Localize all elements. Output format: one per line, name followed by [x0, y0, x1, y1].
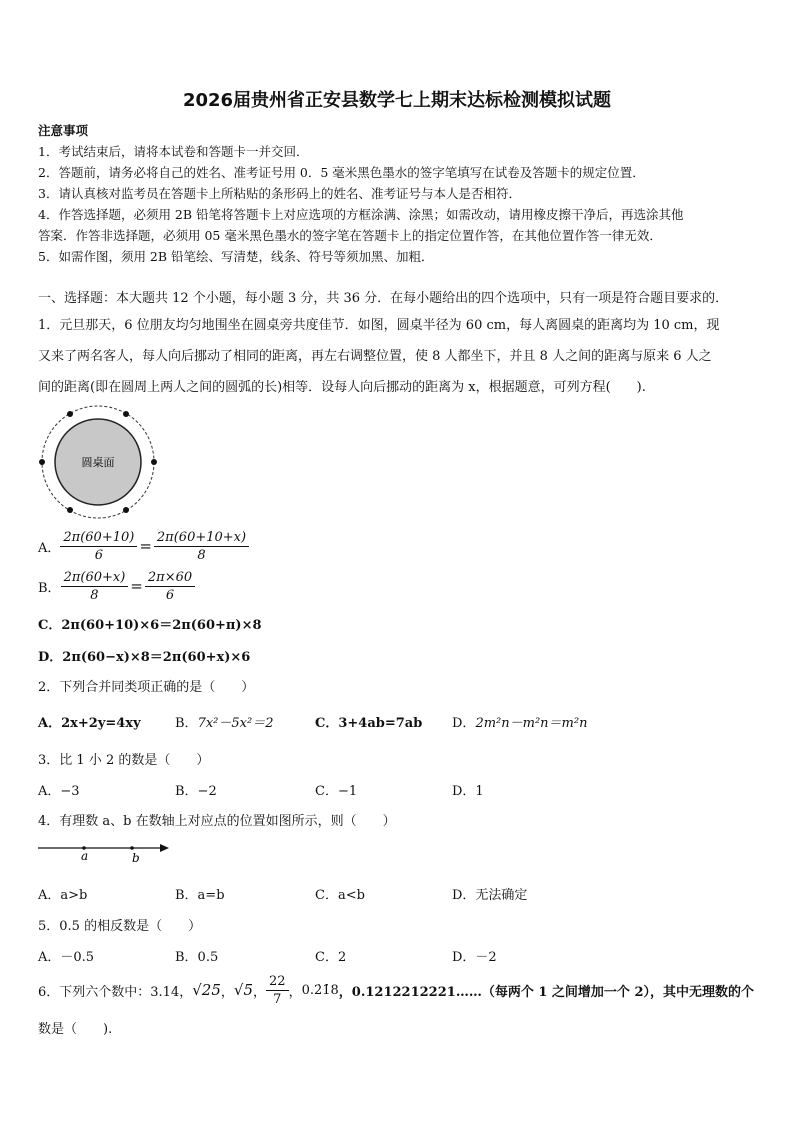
- notice-item: 3．请认真核对监考员在答题卡上所粘贴的条形码上的姓名、准考证号与本人是否相符．: [38, 186, 521, 201]
- option-formula: 7x²－5x²＝2: [197, 716, 274, 731]
- option-label: B．: [175, 716, 198, 731]
- numerator: 22: [266, 973, 289, 991]
- notice-item: 2．答题前，请务必将自己的姓名、准考证号用 0．5 毫米黑色墨水的签字笔填写在试卷及答题卡的规定位置．: [38, 165, 645, 180]
- sqrt-5: √5: [233, 981, 253, 999]
- option-a: A．−3: [38, 784, 80, 799]
- separator: ，: [220, 984, 234, 1000]
- option-c: C．3+4ab=7ab: [315, 716, 423, 731]
- question-6-prefix: 6．下列六个数中：3.14，: [38, 984, 193, 1000]
- label-b: b: [132, 851, 140, 864]
- denominator: 7: [273, 991, 282, 1007]
- option-b: B．a=b: [175, 888, 225, 903]
- table-label: 圆桌面: [81, 456, 115, 469]
- question-3-stem: 3．比 1 小 2 的数是（ ）: [38, 753, 210, 768]
- option-a: [38, 526, 249, 566]
- option-d: D．2π(60−x)×8＝2π(60+x)×6: [38, 650, 251, 665]
- option-d: D．1: [452, 784, 484, 799]
- option-d: D．－2: [452, 950, 497, 965]
- option-c: C．−1: [315, 784, 358, 799]
- option-c: C．a<b: [315, 888, 365, 903]
- numerator: 2π(60+10+x): [154, 529, 249, 547]
- option-label: A．: [38, 540, 61, 556]
- denominator: 6: [165, 587, 175, 603]
- option-c: C．2: [315, 950, 347, 965]
- option-d: [452, 712, 587, 731]
- page-title: 2026届贵州省正安县数学七上期末达标检测模拟试题: [182, 90, 612, 111]
- option-label: B．: [38, 580, 61, 596]
- option-d: D．无法确定: [452, 888, 528, 903]
- seat-dot: [151, 459, 157, 465]
- denominator: 6: [94, 547, 103, 563]
- question-6-suffix: ，0.1212212221……（每两个 1 之间增加一个 2），其中无理数的个: [338, 984, 754, 1000]
- fraction: [145, 569, 195, 604]
- question-1-line: 1．元旦那天，6 位朋友均匀地围坐在圆桌旁共度佳节．如图，圆桌半径为 60 cm，每人离圆桌的距离均为 10 cm，现: [38, 318, 720, 333]
- seat-dot: [123, 507, 129, 513]
- option-a: A．a>b: [38, 888, 88, 903]
- question-6-line2: 数是（ ).: [38, 1022, 113, 1037]
- number-line-figure: [36, 838, 172, 864]
- fraction: [61, 569, 129, 604]
- section-heading: 一、选择题：本大题共 12 个小题，每小题 3 分，共 36 分．在每小题给出的四个选项中，只有一项是符合题目要求的．: [38, 291, 729, 306]
- question-2-stem: 2．下列合并同类项正确的是（ ）: [38, 680, 255, 695]
- fraction-22-7: [266, 973, 289, 1008]
- denominator: 8: [197, 547, 206, 563]
- notice-item: 4．作答选择题，必须用 2B 铅笔将答题卡上对应选项的方框涂满、涂黑；如需改动，请用橡皮擦干净后，再选涂其他: [38, 207, 684, 222]
- seat-dot: [67, 411, 73, 417]
- option-b: [175, 712, 273, 731]
- sqrt-25: √25: [192, 981, 221, 999]
- separator: ，: [288, 984, 302, 1000]
- notice-item: 答案．作答非选择题，必须用 05 毫米黑色墨水的签字笔在答题卡上的指定位置作答，在其他位置作答一律无效．: [38, 228, 662, 243]
- option-label: D．: [452, 716, 476, 731]
- point-b: [130, 846, 134, 850]
- question-1-line: 间的距离(即在圆周上两人之间的圆弧的长)相等．设每人向后挪动的距离为 x，根据题意，可列方程( ).: [38, 380, 646, 395]
- repeating-decimal: 0.2̇1̇8: [301, 982, 339, 998]
- equals-sign: =: [130, 577, 143, 595]
- fraction: [154, 529, 249, 564]
- option-c: C．2π(60+10)×6＝2π(60+π)×8: [38, 618, 262, 633]
- question-4-stem: 4．有理数 a、b 在数轴上对应点的位置如图所示，则（ ）: [38, 814, 396, 829]
- numerator: 2π(60+x): [61, 569, 129, 587]
- seat-dot: [67, 507, 73, 513]
- question-6-line: [38, 970, 754, 1010]
- round-table-figure: [36, 404, 160, 524]
- label-a: a: [81, 849, 89, 863]
- option-formula: 2m²n－m²n＝m²n: [475, 716, 588, 731]
- arrow-icon: [160, 844, 169, 852]
- fraction: [60, 529, 137, 564]
- option-b: [38, 566, 195, 606]
- seat-dot: [123, 411, 129, 417]
- option-a: A．－0.5: [38, 950, 95, 965]
- seat-dot: [39, 459, 45, 465]
- option-a: A．2x+2y=4xy: [38, 716, 141, 731]
- numerator: 2π(60+10): [60, 529, 137, 547]
- option-b: B．0.5: [175, 950, 219, 965]
- notice-item: 1．考试结束后，请将本试卷和答题卡一并交回．: [38, 144, 309, 159]
- notice-item: 5．如需作图，须用 2B 铅笔绘、写清楚，线条、符号等须加黑、加粗．: [38, 249, 434, 264]
- option-b: B．−2: [175, 784, 217, 799]
- notice-heading: 注意事项: [38, 123, 89, 138]
- denominator: 8: [90, 587, 99, 603]
- separator: ，: [253, 984, 267, 1000]
- question-5-stem: 5．0.5 的相反数是（ ）: [38, 919, 202, 934]
- question-1-line: 又来了两名客人，每人向后挪动了相同的距离，再左右调整位置，使 8 人都坐下，并且 8 人之间的距离与原来 6 人之: [38, 349, 712, 364]
- equals-sign: =: [139, 537, 152, 555]
- numerator: 2π×60: [145, 569, 195, 587]
